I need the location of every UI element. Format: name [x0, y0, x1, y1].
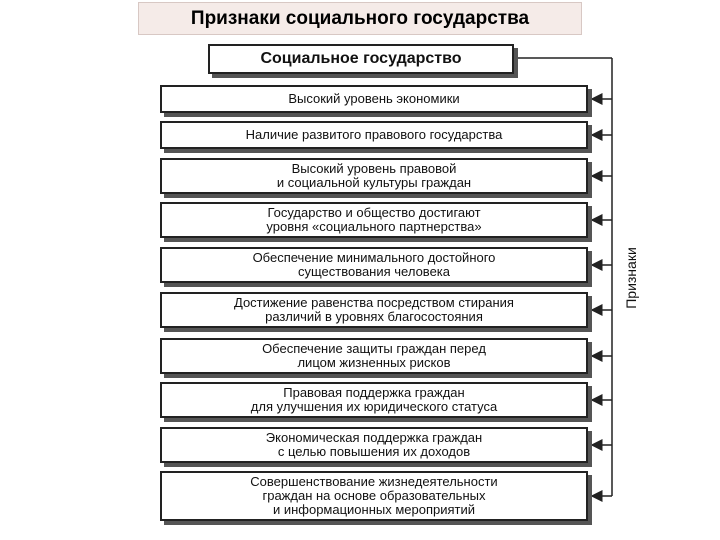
- side-label-box: [612, 248, 650, 308]
- item-label-6: Достижение равенства посредством стирания различий в уровнях благосостояния: [234, 295, 514, 324]
- item-box-3: [160, 158, 588, 194]
- item-label-8: Правовая поддержка граждан для улучшения их юридического статуса: [250, 385, 498, 414]
- item-box-9: [160, 427, 588, 463]
- item-box-1: [160, 85, 588, 113]
- item-label-2: Наличие развитого правового государства: [245, 127, 503, 142]
- item-box-5: [160, 247, 588, 283]
- item-box-10: [160, 471, 588, 521]
- diagram-header-box: [208, 44, 514, 74]
- item-label-5: Обеспечение минимального достойного существования человека: [252, 250, 496, 279]
- slide-title: Признаки социального государства: [190, 7, 530, 29]
- item-label-1: Высокий уровень экономики: [288, 91, 460, 106]
- item-arrows: [592, 99, 612, 496]
- item-label-10: Совершенствование жизнедеятельности граждан на основе образовательных и информационных мероприятий: [250, 474, 498, 517]
- side-label: Признаки: [623, 247, 639, 309]
- diagram-header: Социальное государство: [260, 50, 462, 67]
- item-box-2: [160, 121, 588, 149]
- item-label-3: Высокий уровень правовой и социальной культуры граждан: [276, 161, 472, 190]
- item-label-4: Государство и общество достигают уровня «социального партнерства»: [266, 205, 482, 234]
- item-box-6: [160, 292, 588, 328]
- item-box-7: [160, 338, 588, 374]
- item-box-8: [160, 382, 588, 418]
- item-label-9: Экономическая поддержка граждан с целью повышения их доходов: [265, 430, 483, 459]
- item-box-4: [160, 202, 588, 238]
- item-label-7: Обеспечение защиты граждан перед лицом жизненных рисков: [262, 341, 486, 370]
